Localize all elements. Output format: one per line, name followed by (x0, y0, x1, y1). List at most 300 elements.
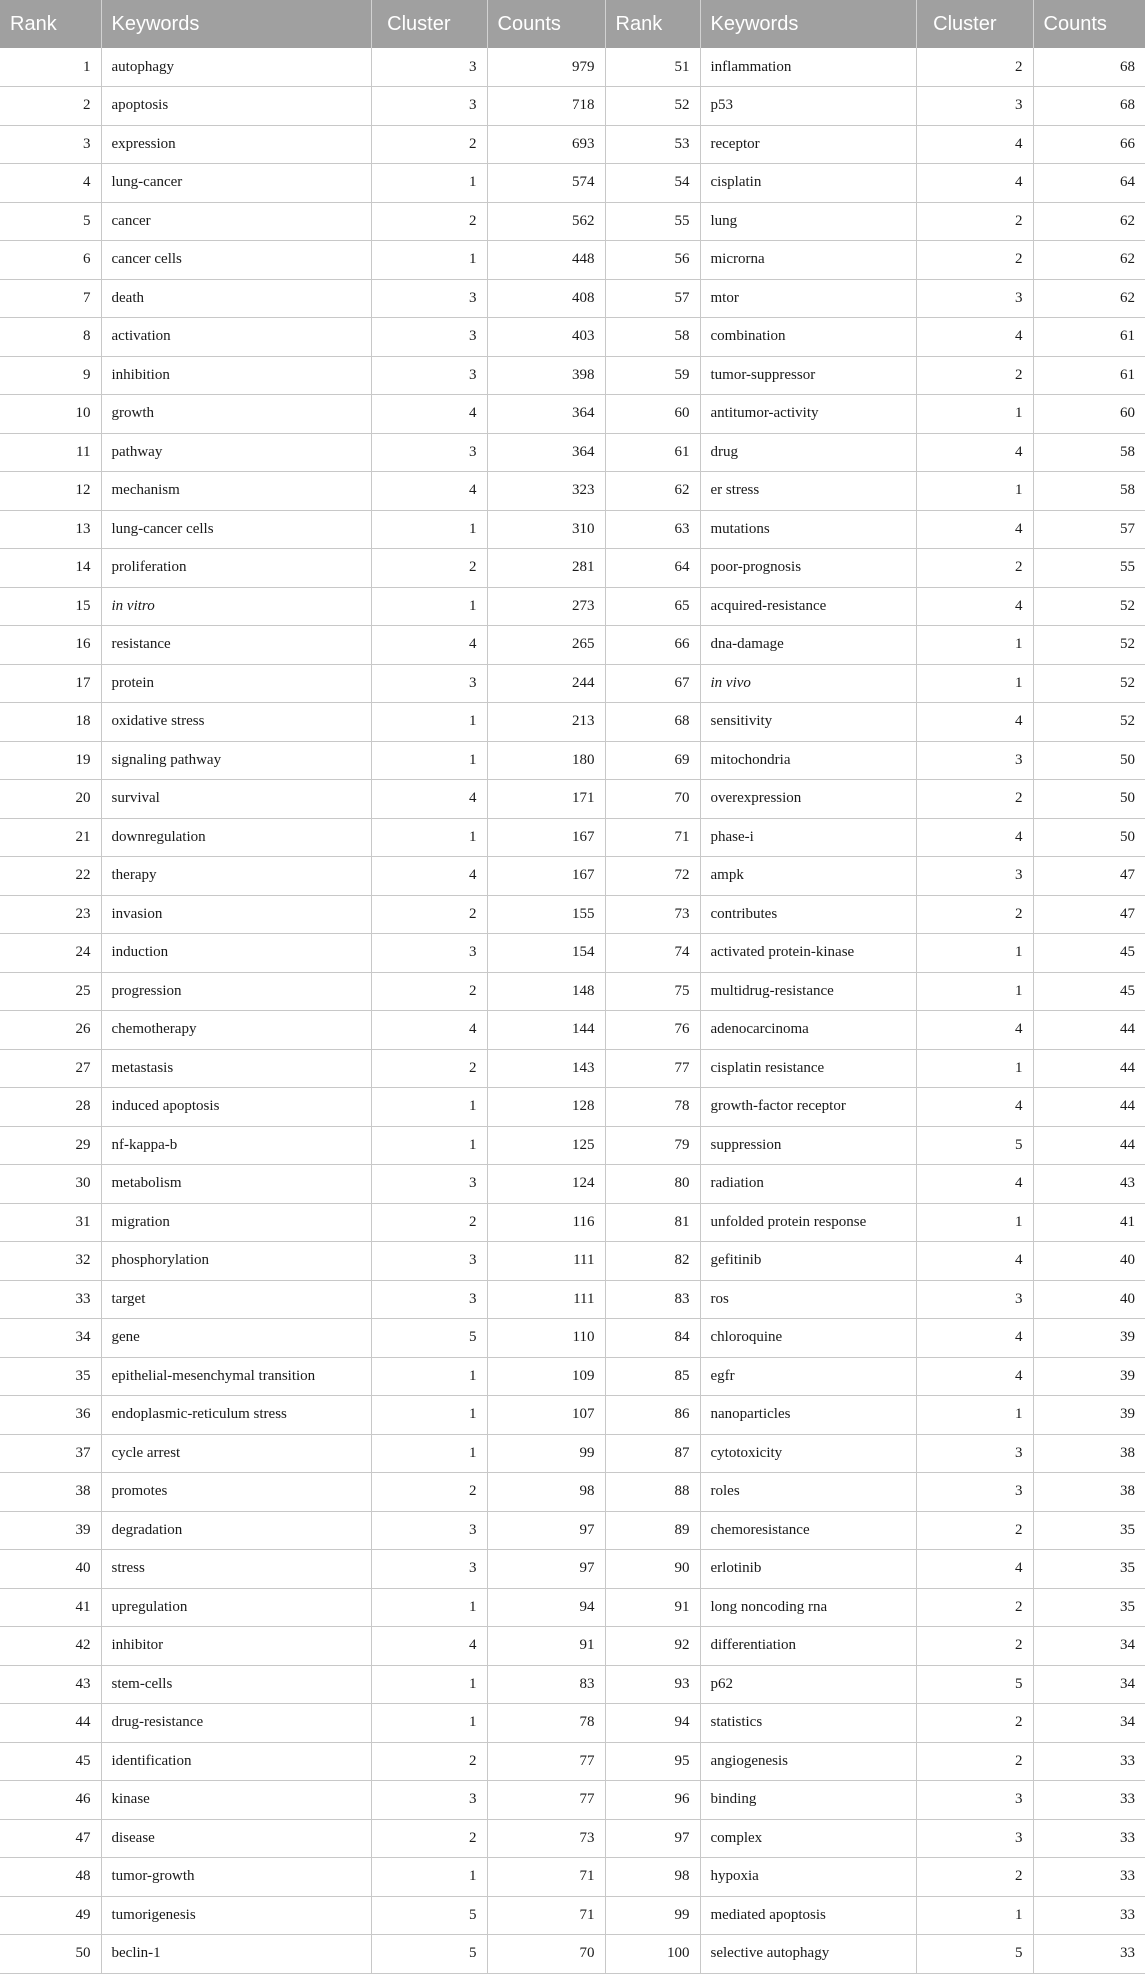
table-row (0, 125, 1145, 164)
count-cell: 38 (1033, 1473, 1145, 1512)
count-cell: 448 (487, 241, 605, 280)
count-cell: 110 (487, 1319, 605, 1358)
rank-cell: 91 (605, 1588, 700, 1627)
rank-cell: 35 (0, 1357, 101, 1396)
rank-cell: 3 (0, 125, 101, 164)
table-row (0, 1126, 1145, 1165)
cluster-cell: 1 (916, 1049, 1033, 1088)
table-body (0, 48, 1145, 1973)
cluster-cell: 1 (371, 1665, 487, 1704)
cluster-cell: 1 (371, 1588, 487, 1627)
table-row (0, 1011, 1145, 1050)
count-cell: 33 (1033, 1935, 1145, 1974)
table-row (0, 1858, 1145, 1897)
rank-cell: 8 (0, 318, 101, 357)
table-row (0, 741, 1145, 780)
keyword-cell: downregulation (101, 818, 371, 857)
count-cell: 83 (487, 1665, 605, 1704)
rank-cell: 87 (605, 1434, 700, 1473)
keyword-cell: cytotoxicity (700, 1434, 916, 1473)
keyword-cell: induction (101, 934, 371, 973)
rank-cell: 49 (0, 1896, 101, 1935)
keyword-cell: inhibitor (101, 1627, 371, 1666)
table-row (0, 356, 1145, 395)
count-cell: 574 (487, 164, 605, 203)
table-row (0, 164, 1145, 203)
keyword-cell: metabolism (101, 1165, 371, 1204)
count-cell: 33 (1033, 1896, 1145, 1935)
keyword-cell: roles (700, 1473, 916, 1512)
cluster-cell: 5 (916, 1665, 1033, 1704)
count-cell: 171 (487, 780, 605, 819)
table-row (0, 1165, 1145, 1204)
keyword-cell: mechanism (101, 472, 371, 511)
table-row (0, 1704, 1145, 1743)
rank-cell: 19 (0, 741, 101, 780)
count-cell: 62 (1033, 279, 1145, 318)
keyword-cell: growth (101, 395, 371, 434)
cluster-cell: 3 (371, 1550, 487, 1589)
keyword-cell: receptor (700, 125, 916, 164)
rank-cell: 90 (605, 1550, 700, 1589)
keyword-cell: promotes (101, 1473, 371, 1512)
rank-cell: 38 (0, 1473, 101, 1512)
rank-cell: 27 (0, 1049, 101, 1088)
cluster-cell: 2 (371, 202, 487, 241)
rank-cell: 74 (605, 934, 700, 973)
keyword-cell: statistics (700, 1704, 916, 1743)
cluster-cell: 3 (371, 1781, 487, 1820)
keyword-cell: lung (700, 202, 916, 241)
rank-cell: 48 (0, 1858, 101, 1897)
cluster-cell: 5 (371, 1896, 487, 1935)
table-row (0, 433, 1145, 472)
table-row (0, 1819, 1145, 1858)
keyword-cell: chloroquine (700, 1319, 916, 1358)
header-row (0, 0, 1145, 48)
rank-cell: 68 (605, 703, 700, 742)
keyword-cell: microrna (700, 241, 916, 280)
cluster-cell: 1 (371, 510, 487, 549)
table-row (0, 664, 1145, 703)
rank-cell: 58 (605, 318, 700, 357)
count-cell: 111 (487, 1242, 605, 1281)
table-row (0, 1935, 1145, 1974)
count-cell: 111 (487, 1280, 605, 1319)
rank-cell: 96 (605, 1781, 700, 1820)
count-cell: 71 (487, 1896, 605, 1935)
cluster-cell: 4 (916, 1550, 1033, 1589)
cluster-cell: 3 (916, 1819, 1033, 1858)
count-cell: 38 (1033, 1434, 1145, 1473)
table-row (0, 549, 1145, 588)
count-cell: 562 (487, 202, 605, 241)
keyword-cell: selective autophagy (700, 1935, 916, 1974)
count-cell: 693 (487, 125, 605, 164)
table-row (0, 87, 1145, 126)
cluster-cell: 4 (916, 164, 1033, 203)
rank-cell: 55 (605, 202, 700, 241)
cluster-cell: 1 (371, 1396, 487, 1435)
table-row (0, 472, 1145, 511)
keyword-cell: progression (101, 972, 371, 1011)
rank-cell: 76 (605, 1011, 700, 1050)
keyword-cell: inhibition (101, 356, 371, 395)
cluster-cell: 4 (371, 1627, 487, 1666)
table-row (0, 395, 1145, 434)
count-cell: 323 (487, 472, 605, 511)
cluster-cell: 2 (916, 48, 1033, 87)
count-cell: 39 (1033, 1357, 1145, 1396)
cluster-cell: 1 (916, 664, 1033, 703)
keyword-cell: lung-cancer (101, 164, 371, 203)
table-row (0, 241, 1145, 280)
cluster-cell: 1 (371, 1434, 487, 1473)
header-cluster: Cluster (371, 0, 487, 48)
count-cell: 50 (1033, 780, 1145, 819)
count-cell: 61 (1033, 318, 1145, 357)
count-cell: 718 (487, 87, 605, 126)
rank-cell: 13 (0, 510, 101, 549)
keyword-cell: hypoxia (700, 1858, 916, 1897)
cluster-cell: 4 (916, 818, 1033, 857)
cluster-cell: 3 (371, 48, 487, 87)
cluster-cell: 4 (916, 1357, 1033, 1396)
table-row (0, 1781, 1145, 1820)
keyword-cell: death (101, 279, 371, 318)
rank-cell: 98 (605, 1858, 700, 1897)
header-rank: Rank (0, 0, 101, 48)
count-cell: 125 (487, 1126, 605, 1165)
rank-cell: 36 (0, 1396, 101, 1435)
rank-cell: 67 (605, 664, 700, 703)
table-row (0, 587, 1145, 626)
rank-cell: 71 (605, 818, 700, 857)
keyword-cell: protein (101, 664, 371, 703)
cluster-cell: 3 (916, 1280, 1033, 1319)
count-cell: 167 (487, 818, 605, 857)
keyword-cell: acquired-resistance (700, 587, 916, 626)
count-cell: 64 (1033, 164, 1145, 203)
cluster-cell: 1 (916, 626, 1033, 665)
keyword-cell: gefitinib (700, 1242, 916, 1281)
rank-cell: 11 (0, 433, 101, 472)
table-row (0, 972, 1145, 1011)
count-cell: 34 (1033, 1704, 1145, 1743)
cluster-cell: 4 (916, 1242, 1033, 1281)
cluster-cell: 4 (371, 626, 487, 665)
keyword-cell: erlotinib (700, 1550, 916, 1589)
rank-cell: 83 (605, 1280, 700, 1319)
rank-cell: 17 (0, 664, 101, 703)
rank-cell: 61 (605, 433, 700, 472)
count-cell: 154 (487, 934, 605, 973)
cluster-cell: 5 (371, 1935, 487, 1974)
cluster-cell: 2 (371, 125, 487, 164)
count-cell: 71 (487, 1858, 605, 1897)
rank-cell: 30 (0, 1165, 101, 1204)
rank-cell: 46 (0, 1781, 101, 1820)
cluster-cell: 1 (371, 703, 487, 742)
keyword-cell: phosphorylation (101, 1242, 371, 1281)
cluster-cell: 2 (916, 356, 1033, 395)
count-cell: 97 (487, 1550, 605, 1589)
cluster-cell: 2 (916, 1511, 1033, 1550)
rank-cell: 7 (0, 279, 101, 318)
table-row (0, 1627, 1145, 1666)
rank-cell: 72 (605, 857, 700, 896)
rank-cell: 59 (605, 356, 700, 395)
count-cell: 244 (487, 664, 605, 703)
header-counts: Counts (487, 0, 605, 48)
rank-cell: 56 (605, 241, 700, 280)
count-cell: 45 (1033, 934, 1145, 973)
keyword-cell: cisplatin resistance (700, 1049, 916, 1088)
cluster-cell: 1 (371, 1704, 487, 1743)
table-row (0, 1473, 1145, 1512)
count-cell: 35 (1033, 1550, 1145, 1589)
keyword-cell: tumor-suppressor (700, 356, 916, 395)
rank-cell: 57 (605, 279, 700, 318)
count-cell: 47 (1033, 895, 1145, 934)
cluster-cell: 2 (916, 241, 1033, 280)
cluster-cell: 1 (371, 241, 487, 280)
keyword-cell: unfolded protein response (700, 1203, 916, 1242)
keyword-cell: tumor-growth (101, 1858, 371, 1897)
cluster-cell: 3 (916, 857, 1033, 896)
rank-cell: 50 (0, 1935, 101, 1974)
cluster-cell: 3 (371, 279, 487, 318)
keyword-cell: pathway (101, 433, 371, 472)
keyword-cell: in vivo (700, 664, 916, 703)
keyword-cell: kinase (101, 1781, 371, 1820)
cluster-cell: 4 (916, 125, 1033, 164)
keyword-cell: long noncoding rna (700, 1588, 916, 1627)
count-cell: 364 (487, 395, 605, 434)
cluster-cell: 3 (371, 1165, 487, 1204)
rank-cell: 81 (605, 1203, 700, 1242)
rank-cell: 92 (605, 1627, 700, 1666)
cluster-cell: 1 (371, 1088, 487, 1127)
cluster-cell: 2 (371, 1473, 487, 1512)
rank-cell: 60 (605, 395, 700, 434)
count-cell: 44 (1033, 1126, 1145, 1165)
table-row (0, 202, 1145, 241)
rank-cell: 88 (605, 1473, 700, 1512)
rank-cell: 79 (605, 1126, 700, 1165)
count-cell: 44 (1033, 1049, 1145, 1088)
rank-cell: 29 (0, 1126, 101, 1165)
cluster-cell: 4 (916, 1011, 1033, 1050)
cluster-cell: 1 (371, 741, 487, 780)
keyword-cell: differentiation (700, 1627, 916, 1666)
cluster-cell: 4 (916, 703, 1033, 742)
keyword-cell: chemoresistance (700, 1511, 916, 1550)
count-cell: 55 (1033, 549, 1145, 588)
table-row (0, 318, 1145, 357)
cluster-cell: 1 (916, 972, 1033, 1011)
keyword-cell: identification (101, 1742, 371, 1781)
count-cell: 148 (487, 972, 605, 1011)
rank-cell: 23 (0, 895, 101, 934)
cluster-cell: 3 (371, 1511, 487, 1550)
keyword-cell: invasion (101, 895, 371, 934)
cluster-cell: 2 (371, 1742, 487, 1781)
count-cell: 43 (1033, 1165, 1145, 1204)
cluster-cell: 4 (916, 1165, 1033, 1204)
keyword-cell: stress (101, 1550, 371, 1589)
keyword-cell: phase-i (700, 818, 916, 857)
count-cell: 273 (487, 587, 605, 626)
cluster-cell: 2 (371, 549, 487, 588)
header-keywords: Keywords (700, 0, 916, 48)
count-cell: 128 (487, 1088, 605, 1127)
cluster-cell: 3 (916, 1473, 1033, 1512)
keyword-cell: apoptosis (101, 87, 371, 126)
count-cell: 35 (1033, 1588, 1145, 1627)
table-row (0, 1550, 1145, 1589)
count-cell: 144 (487, 1011, 605, 1050)
cluster-cell: 4 (371, 1011, 487, 1050)
cluster-cell: 1 (371, 1858, 487, 1897)
cluster-cell: 5 (916, 1126, 1033, 1165)
cluster-cell: 1 (916, 1203, 1033, 1242)
count-cell: 40 (1033, 1280, 1145, 1319)
cluster-cell: 1 (916, 934, 1033, 973)
rank-cell: 89 (605, 1511, 700, 1550)
keyword-cell: mediated apoptosis (700, 1896, 916, 1935)
cluster-cell: 3 (916, 741, 1033, 780)
table-row (0, 780, 1145, 819)
header-counts: Counts (1043, 12, 1107, 35)
rank-cell: 77 (605, 1049, 700, 1088)
rank-cell: 94 (605, 1704, 700, 1743)
rank-cell: 1 (0, 48, 101, 87)
rank-cell: 4 (0, 164, 101, 203)
count-cell: 265 (487, 626, 605, 665)
keyword-cell: suppression (700, 1126, 916, 1165)
keyword-cell: radiation (700, 1165, 916, 1204)
keyword-cell: combination (700, 318, 916, 357)
cluster-cell: 1 (371, 587, 487, 626)
rank-cell: 93 (605, 1665, 700, 1704)
cluster-cell: 4 (916, 318, 1033, 357)
count-cell: 91 (487, 1627, 605, 1666)
cluster-cell: 4 (371, 472, 487, 511)
table-row (0, 1742, 1145, 1781)
count-cell: 116 (487, 1203, 605, 1242)
table-row (0, 1357, 1145, 1396)
keyword-cell: contributes (700, 895, 916, 934)
keyword-cell: growth-factor receptor (700, 1088, 916, 1127)
keyword-cell: disease (101, 1819, 371, 1858)
rank-cell: 52 (605, 87, 700, 126)
count-cell: 364 (487, 433, 605, 472)
count-cell: 33 (1033, 1858, 1145, 1897)
cluster-cell: 1 (916, 1896, 1033, 1935)
keyword-cell: antitumor-activity (700, 395, 916, 434)
rank-cell: 54 (605, 164, 700, 203)
table-row (0, 1434, 1145, 1473)
header-rank: Rank (605, 0, 700, 48)
count-cell: 52 (1033, 626, 1145, 665)
count-cell: 44 (1033, 1011, 1145, 1050)
keyword-cell: angiogenesis (700, 1742, 916, 1781)
count-cell: 73 (487, 1819, 605, 1858)
count-cell: 78 (487, 1704, 605, 1743)
count-cell: 62 (1033, 202, 1145, 241)
rank-cell: 84 (605, 1319, 700, 1358)
keyword-cell: oxidative stress (101, 703, 371, 742)
cluster-cell: 2 (916, 1742, 1033, 1781)
keyword-cell: upregulation (101, 1588, 371, 1627)
table-row (0, 48, 1145, 87)
rank-cell: 34 (0, 1319, 101, 1358)
rank-cell: 75 (605, 972, 700, 1011)
cluster-cell: 2 (916, 780, 1033, 819)
keyword-cell: beclin-1 (101, 1935, 371, 1974)
rank-cell: 26 (0, 1011, 101, 1050)
rank-cell: 44 (0, 1704, 101, 1743)
cluster-cell: 4 (916, 433, 1033, 472)
rank-cell: 10 (0, 395, 101, 434)
table-row (0, 818, 1145, 857)
keyword-cell: activated protein-kinase (700, 934, 916, 973)
table-row (0, 510, 1145, 549)
count-cell: 34 (1033, 1627, 1145, 1666)
cluster-cell: 3 (371, 87, 487, 126)
cluster-cell: 4 (371, 780, 487, 819)
cluster-cell: 2 (916, 1588, 1033, 1627)
rank-cell: 2 (0, 87, 101, 126)
rank-cell: 65 (605, 587, 700, 626)
cluster-cell: 3 (371, 318, 487, 357)
rank-cell: 82 (605, 1242, 700, 1281)
cluster-cell: 3 (916, 1781, 1033, 1820)
rank-cell: 18 (0, 703, 101, 742)
rank-cell: 53 (605, 125, 700, 164)
keyword-cell: overexpression (700, 780, 916, 819)
cluster-cell: 3 (916, 279, 1033, 318)
table-row (0, 857, 1145, 896)
count-cell: 66 (1033, 125, 1145, 164)
count-cell: 408 (487, 279, 605, 318)
rank-cell: 37 (0, 1434, 101, 1473)
rank-cell: 22 (0, 857, 101, 896)
count-cell: 167 (487, 857, 605, 896)
rank-cell: 25 (0, 972, 101, 1011)
cluster-cell: 3 (916, 1434, 1033, 1473)
keyword-cell: complex (700, 1819, 916, 1858)
table-row (0, 1665, 1145, 1704)
count-cell: 60 (1033, 395, 1145, 434)
rank-cell: 99 (605, 1896, 700, 1935)
count-cell: 50 (1033, 818, 1145, 857)
keyword-cell: cisplatin (700, 164, 916, 203)
rank-cell: 14 (0, 549, 101, 588)
rank-cell: 97 (605, 1819, 700, 1858)
keyword-cell: target (101, 1280, 371, 1319)
keyword-cell: sensitivity (700, 703, 916, 742)
rank-cell: 66 (605, 626, 700, 665)
rank-cell: 47 (0, 1819, 101, 1858)
count-cell: 143 (487, 1049, 605, 1088)
count-cell: 77 (487, 1781, 605, 1820)
table-row (0, 1896, 1145, 1935)
rank-cell: 9 (0, 356, 101, 395)
rank-cell: 32 (0, 1242, 101, 1281)
cluster-cell: 1 (371, 1126, 487, 1165)
